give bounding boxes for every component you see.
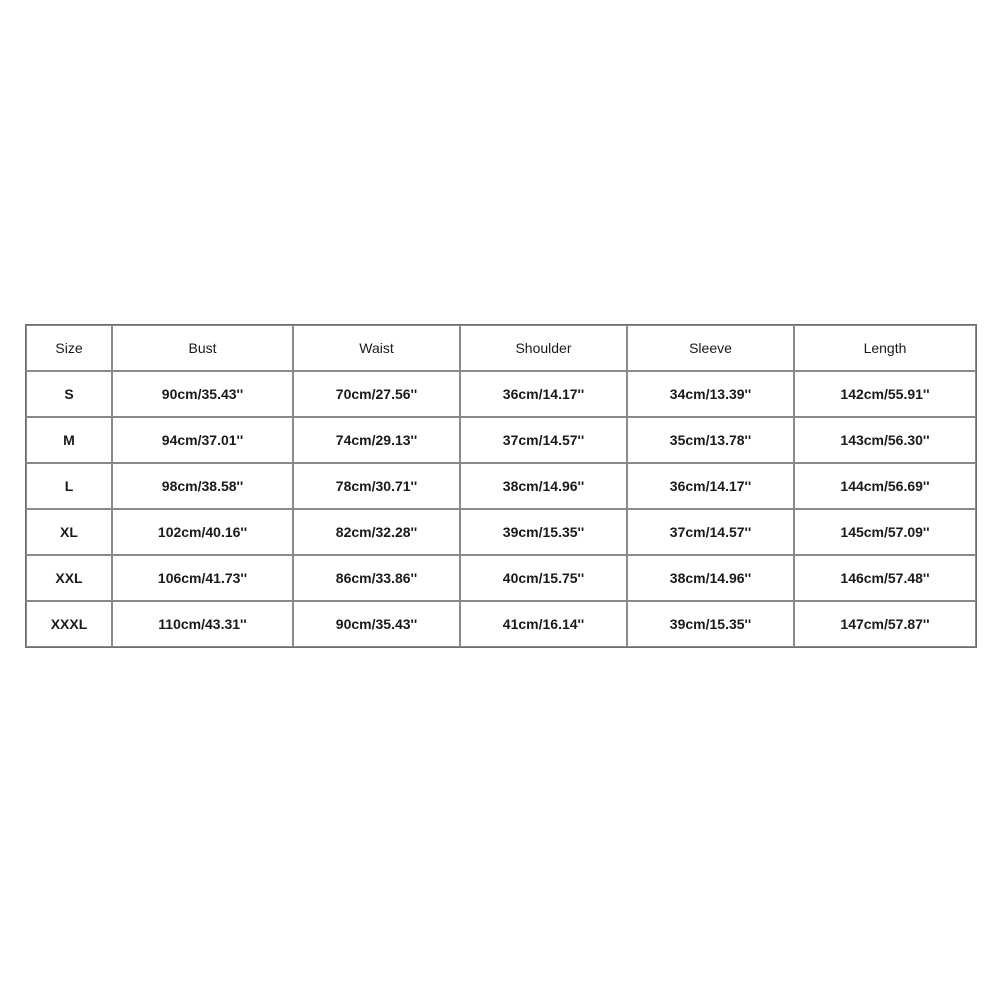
sleeve-cell: 39cm/15.35'': [627, 601, 794, 647]
bust-cell: 98cm/38.58'': [112, 463, 293, 509]
waist-cell: 78cm/30.71'': [293, 463, 460, 509]
shoulder-cell: 38cm/14.96'': [460, 463, 627, 509]
sleeve-cell: 38cm/14.96'': [627, 555, 794, 601]
length-cell: 146cm/57.48'': [794, 555, 976, 601]
size-cell: L: [26, 463, 112, 509]
length-cell: 147cm/57.87'': [794, 601, 976, 647]
table-row: [26, 417, 976, 463]
sleeve-cell: 35cm/13.78'': [627, 417, 794, 463]
shoulder-cell: 37cm/14.57'': [460, 417, 627, 463]
sleeve-cell: 36cm/14.17'': [627, 463, 794, 509]
table-row: [26, 371, 976, 417]
bust-cell: 110cm/43.31'': [112, 601, 293, 647]
size-cell: XXXL: [26, 601, 112, 647]
table-row: [26, 509, 976, 555]
sleeve-cell: 34cm/13.39'': [627, 371, 794, 417]
size-chart-table: [25, 324, 977, 648]
header-row: [26, 325, 976, 371]
header-length: Length: [794, 325, 976, 371]
shoulder-cell: 40cm/15.75'': [460, 555, 627, 601]
length-cell: 144cm/56.69'': [794, 463, 976, 509]
waist-cell: 82cm/32.28'': [293, 509, 460, 555]
size-cell: XXL: [26, 555, 112, 601]
header-size: Size: [26, 325, 112, 371]
size-cell: S: [26, 371, 112, 417]
length-cell: 145cm/57.09'': [794, 509, 976, 555]
shoulder-cell: 41cm/16.14'': [460, 601, 627, 647]
header-bust: Bust: [112, 325, 293, 371]
waist-cell: 74cm/29.13'': [293, 417, 460, 463]
shoulder-cell: 39cm/15.35'': [460, 509, 627, 555]
header-shoulder: Shoulder: [460, 325, 627, 371]
table-row: [26, 555, 976, 601]
waist-cell: 86cm/33.86'': [293, 555, 460, 601]
waist-cell: 90cm/35.43'': [293, 601, 460, 647]
bust-cell: 102cm/40.16'': [112, 509, 293, 555]
sleeve-cell: 37cm/14.57'': [627, 509, 794, 555]
table-row: [26, 463, 976, 509]
length-cell: 143cm/56.30'': [794, 417, 976, 463]
table-row: [26, 601, 976, 647]
header-waist: Waist: [293, 325, 460, 371]
length-cell: 142cm/55.91'': [794, 371, 976, 417]
waist-cell: 70cm/27.56'': [293, 371, 460, 417]
bust-cell: 94cm/37.01'': [112, 417, 293, 463]
header-sleeve: Sleeve: [627, 325, 794, 371]
bust-cell: 106cm/41.73'': [112, 555, 293, 601]
bust-cell: 90cm/35.43'': [112, 371, 293, 417]
size-cell: M: [26, 417, 112, 463]
size-cell: XL: [26, 509, 112, 555]
shoulder-cell: 36cm/14.17'': [460, 371, 627, 417]
